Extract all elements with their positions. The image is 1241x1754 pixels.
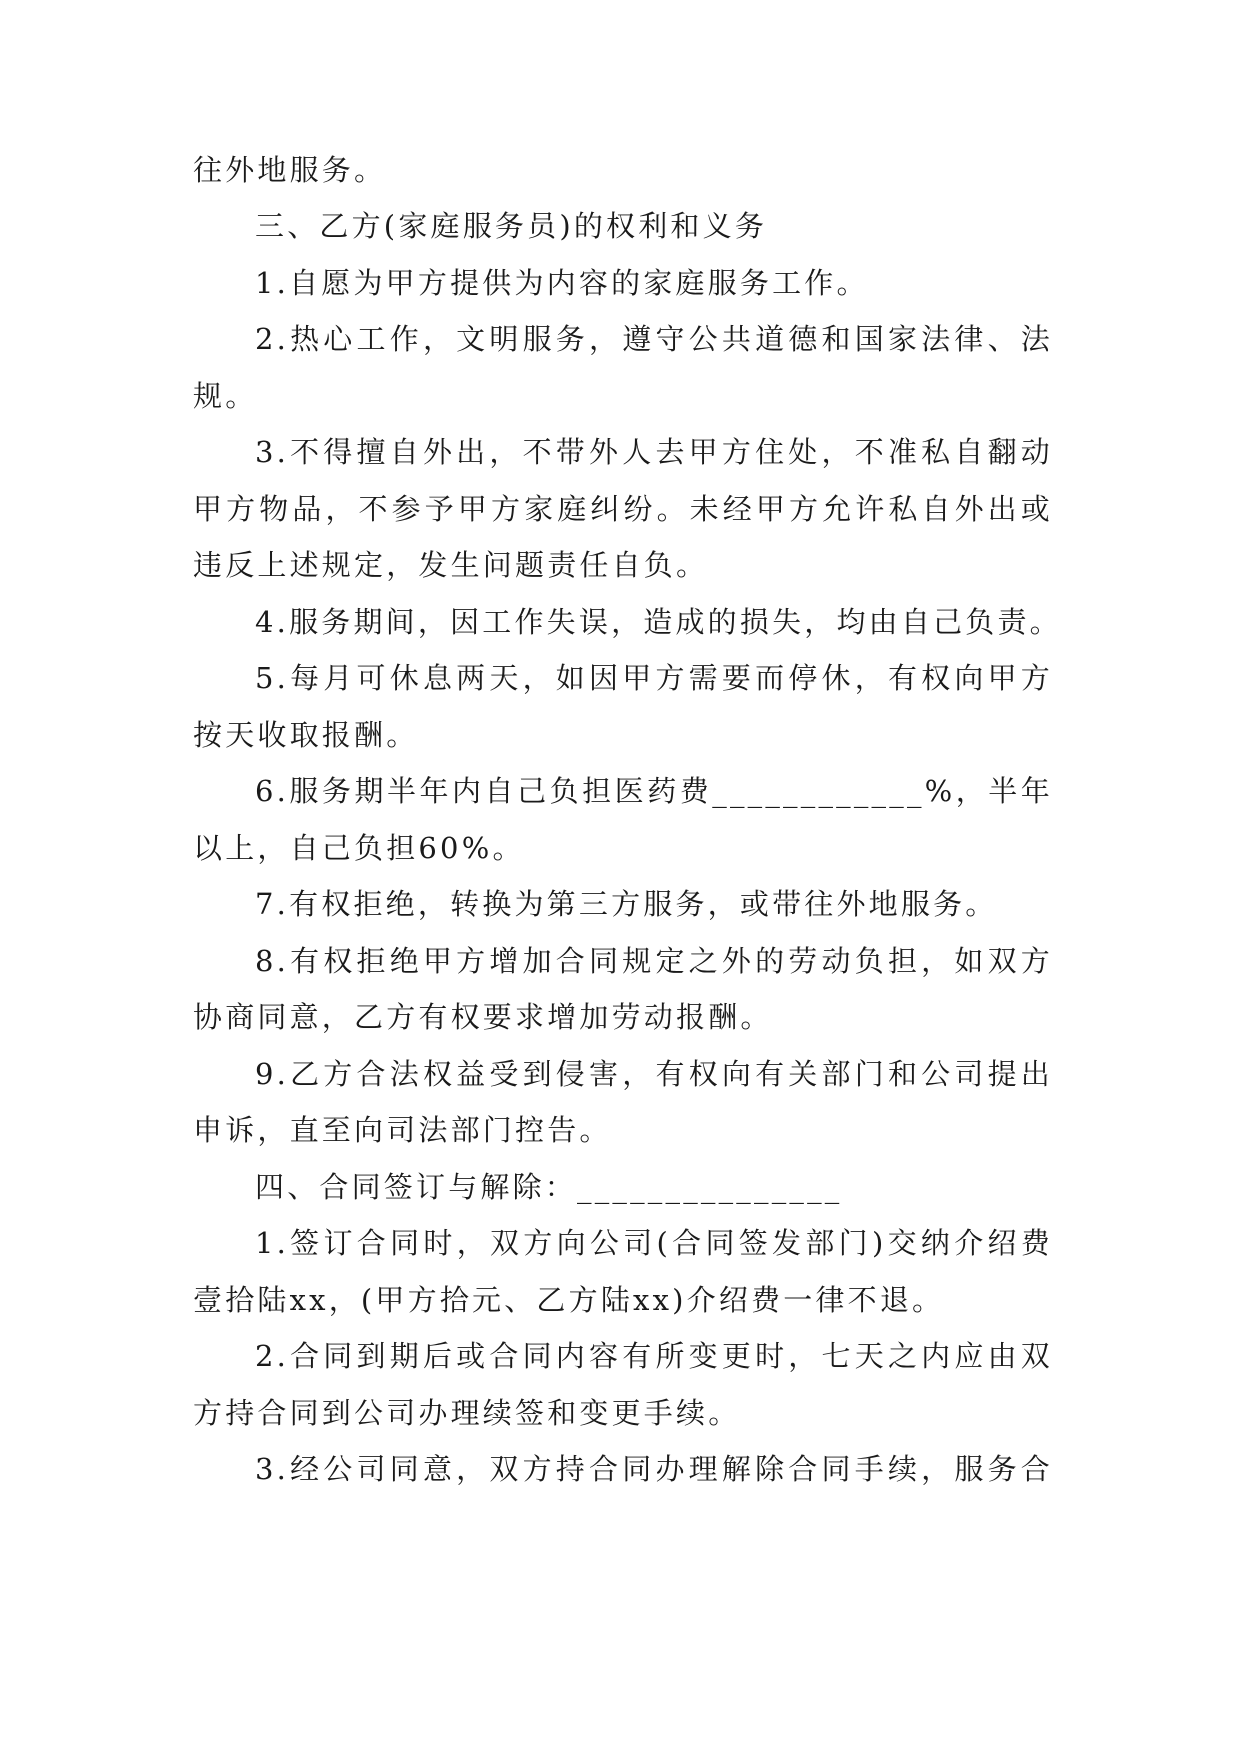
text-line: 甲方物品，不参予甲方家庭纠纷。未经甲方允许私自外出或 <box>193 492 1053 526</box>
text-line: 以上，自己负担60%。 <box>193 831 525 865</box>
text-line: 9.乙方合法权益受到侵害，有权向有关部门和公司提出 <box>255 1057 1053 1091</box>
text-line: 7.有权拒绝，转换为第三方服务，或带往外地服务。 <box>255 887 998 921</box>
text-line: 1.自愿为甲方提供为内容的家庭服务工作。 <box>255 266 869 300</box>
text-line: 2.合同到期后或合同内容有所变更时，七天之内应由双 <box>255 1339 1053 1373</box>
text-line: 壹拾陆xx，(甲方拾元、乙方陆xx)介绍费一律不退。 <box>193 1283 945 1317</box>
text-line: 3.经公司同意，双方持合同办理解除合同手续，服务合 <box>255 1452 1053 1486</box>
text-line: 往外地服务。 <box>193 153 387 187</box>
text-line: 协商同意，乙方有权要求增加劳动报酬。 <box>193 1000 773 1034</box>
section-heading: 四、合同签订与解除：_______________ <box>255 1170 843 1204</box>
text-line: 6.服务期半年内自己负担医药费____________%，半年 <box>255 774 1053 808</box>
text-line: 3.不得擅自外出，不带外人去甲方住处，不准私自翻动 <box>255 435 1053 469</box>
text-line: 4.服务期间，因工作失误，造成的损失，均由自己负责。 <box>255 605 1062 639</box>
text-line: 5.每月可休息两天，如因甲方需要而停休，有权向甲方 <box>255 661 1053 695</box>
text-line: 按天收取报酬。 <box>193 718 419 752</box>
text-line: 申诉，直至向司法部门控告。 <box>193 1113 612 1147</box>
text-line: 规。 <box>193 379 258 413</box>
text-line: 违反上述规定，发生问题责任自负。 <box>193 548 709 582</box>
text-line: 2.热心工作，文明服务，遵守公共道德和国家法律、法 <box>255 322 1053 356</box>
text-line: 1.签订合同时，双方向公司(合同签发部门)交纳介绍费 <box>255 1226 1053 1260</box>
text-line: 8.有权拒绝甲方增加合同规定之外的劳动负担，如双方 <box>255 944 1053 978</box>
section-heading: 三、乙方(家庭服务员)的权利和义务 <box>255 209 768 243</box>
text-line: 方持合同到公司办理续签和变更手续。 <box>193 1396 741 1430</box>
